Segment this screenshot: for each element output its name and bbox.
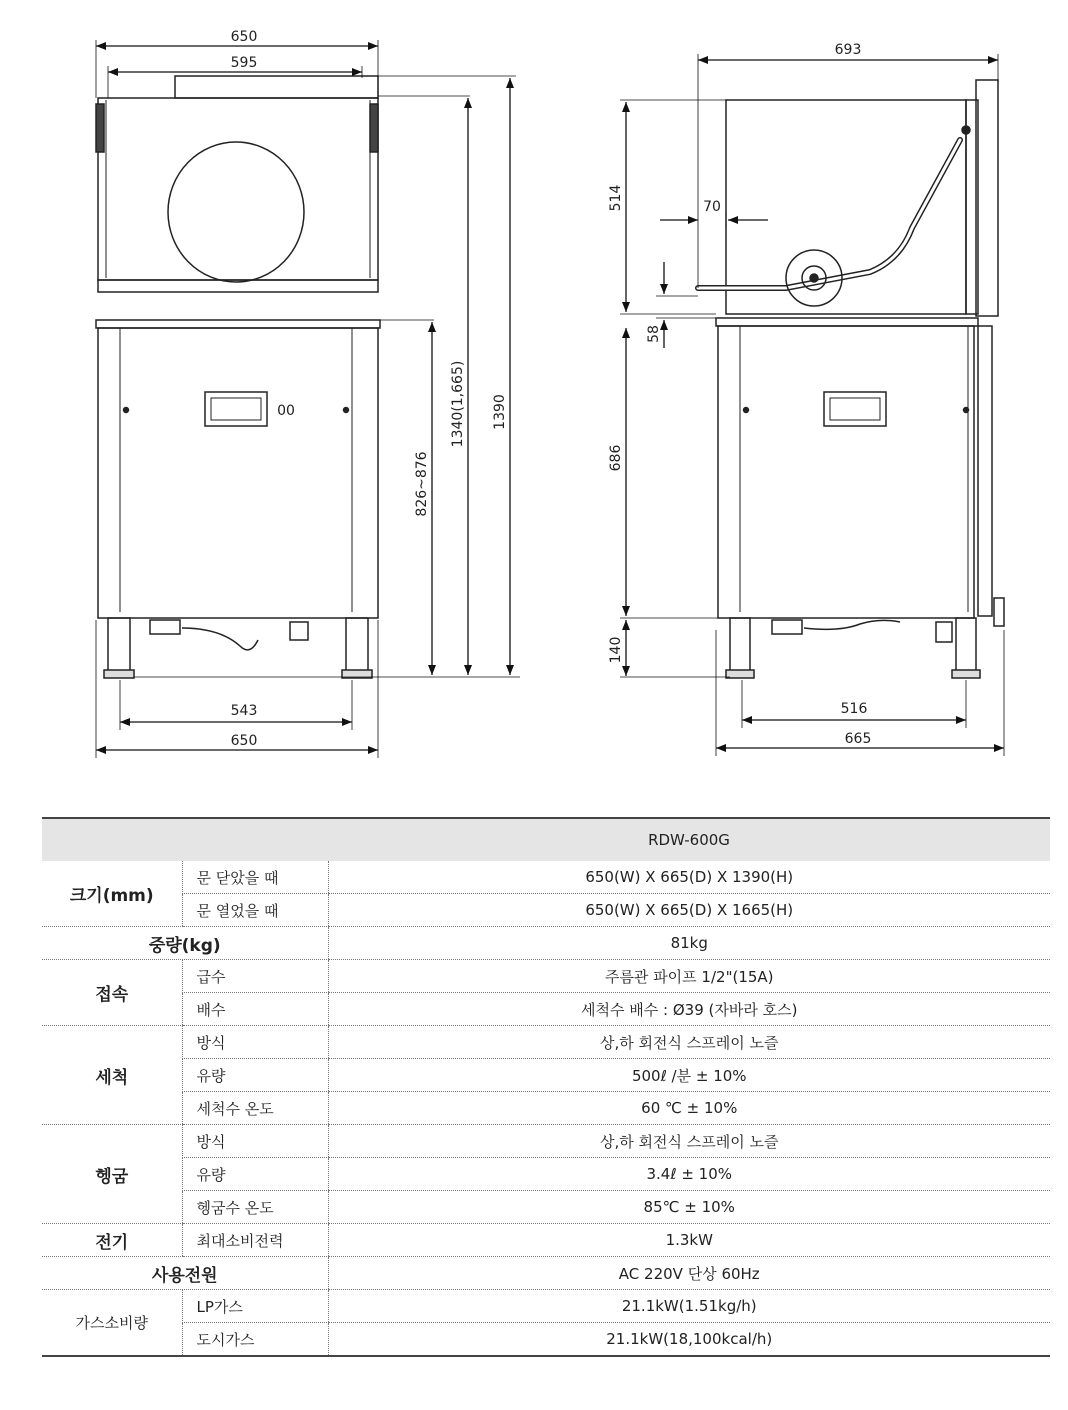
cat-rinse: 헹굼	[42, 1125, 182, 1224]
dim-side-gap: 58	[646, 325, 662, 343]
cat-power-source: 사용전원	[42, 1257, 328, 1290]
val-door-closed: 650(W) X 665(D) X 1390(H)	[328, 861, 1050, 894]
dim-front-table-height: 826~876	[414, 451, 430, 517]
front-hood-cap	[175, 76, 378, 98]
sub-door-open: 문 열었을 때	[182, 894, 328, 927]
val-rinse-method: 상,하 회전식 스프레이 노즐	[328, 1125, 1050, 1158]
dim-side-top-depth: 693	[834, 42, 862, 58]
dim-front-top-width: 650	[230, 29, 258, 45]
spec-header-row	[42, 818, 1050, 861]
sub-lp-gas: LP가스	[182, 1290, 328, 1323]
sub-wash-flow: 유량	[182, 1059, 328, 1092]
val-drain: 세척수 배수 : Ø39 (자바라 호스)	[328, 993, 1050, 1026]
front-body	[98, 328, 378, 618]
cat-electric: 전기	[42, 1224, 182, 1257]
cat-weight: 중량(kg)	[42, 927, 328, 960]
side-view	[698, 80, 1004, 678]
side-control-panel	[824, 392, 886, 426]
cat-size: 크기(mm)	[42, 861, 182, 927]
val-wash-flow: 500ℓ /분 ± 10%	[328, 1059, 1050, 1092]
front-view	[96, 76, 380, 678]
dim-front-top-inner: 595	[230, 55, 258, 71]
val-city-gas: 21.1kW(18,100kcal/h)	[328, 1323, 1050, 1357]
side-body	[718, 326, 974, 618]
table-row	[42, 993, 1050, 1026]
side-shelf	[716, 318, 978, 326]
table-row	[42, 1125, 1050, 1158]
dim-side-hood-height: 514	[608, 184, 624, 212]
table-row	[42, 1092, 1050, 1125]
table-row	[42, 1323, 1050, 1357]
front-hood	[98, 98, 378, 280]
val-wash-method: 상,하 회전식 스프레이 노즐	[328, 1026, 1050, 1059]
val-rinse-temp: 85℃ ± 10%	[328, 1191, 1050, 1224]
dim-side-bottom-depth: 665	[844, 731, 872, 747]
dim-front-height-open: 1340(1,665)	[450, 360, 466, 448]
front-control-panel	[205, 392, 267, 426]
dim-front-leg-span: 543	[230, 703, 258, 719]
front-porthole	[168, 142, 304, 282]
val-rinse-flow: 3.4ℓ ± 10%	[328, 1158, 1050, 1191]
side-rear-column	[976, 80, 998, 316]
dim-front-bottom-width: 650	[230, 733, 258, 749]
table-row	[42, 1158, 1050, 1191]
table-row	[42, 1026, 1050, 1059]
val-weight: 81kg	[328, 927, 1050, 960]
table-row	[42, 1257, 1050, 1290]
val-water-supply: 주름관 파이프 1/2"(15A)	[328, 960, 1050, 993]
model-name: RDW-600G	[328, 818, 1050, 861]
side-front-leg	[730, 618, 750, 676]
sub-water-supply: 급수	[182, 960, 328, 993]
dim-side-body-height: 686	[608, 444, 624, 472]
dim-side-leg-height: 140	[608, 636, 624, 664]
cat-wash: 세척	[42, 1026, 182, 1125]
table-row	[42, 1224, 1050, 1257]
val-lp-gas: 21.1kW(1.51kg/h)	[328, 1290, 1050, 1323]
sub-wash-temp: 세척수 온도	[182, 1092, 328, 1125]
sub-city-gas: 도시가스	[182, 1323, 328, 1357]
val-max-power: 1.3kW	[328, 1224, 1050, 1257]
table-row	[42, 1290, 1050, 1323]
front-pipe	[182, 628, 258, 650]
sub-wash-method: 방식	[182, 1026, 328, 1059]
table-row	[42, 960, 1050, 993]
panel-display: 00	[277, 403, 295, 419]
front-shelf	[96, 320, 380, 328]
sub-max-power: 최대소비전력	[182, 1224, 328, 1257]
val-power-source: AC 220V 단상 60Hz	[328, 1257, 1050, 1290]
sub-door-closed: 문 닫았을 때	[182, 861, 328, 894]
table-row	[42, 894, 1050, 927]
front-left-leg	[108, 618, 130, 676]
side-rear-pipe	[978, 326, 992, 616]
side-rear-leg	[956, 618, 976, 676]
table-row	[42, 1191, 1050, 1224]
val-door-open: 650(W) X 665(D) X 1665(H)	[328, 894, 1050, 927]
front-right-leg	[346, 618, 368, 676]
dim-side-leg-span: 516	[840, 701, 868, 717]
sub-rinse-temp: 헹굼수 온도	[182, 1191, 328, 1224]
dim-front-total-height: 1390	[492, 394, 508, 430]
table-row	[42, 927, 1050, 960]
spec-table	[42, 817, 1050, 1357]
table-row	[42, 1059, 1050, 1092]
dim-side-handle-offset: 70	[703, 199, 721, 215]
front-drain-box	[150, 620, 180, 634]
table-row	[42, 861, 1050, 894]
val-wash-temp: 60 ℃ ± 10%	[328, 1092, 1050, 1125]
cat-connection: 접속	[42, 960, 182, 1026]
cat-gas-consumption: 가스소비량	[42, 1290, 182, 1357]
sub-drain: 배수	[182, 993, 328, 1026]
sub-rinse-method: 방식	[182, 1125, 328, 1158]
side-hood	[726, 100, 966, 314]
sub-rinse-flow: 유량	[182, 1158, 328, 1191]
front-left-handle	[96, 104, 104, 152]
front-right-handle	[370, 104, 378, 152]
